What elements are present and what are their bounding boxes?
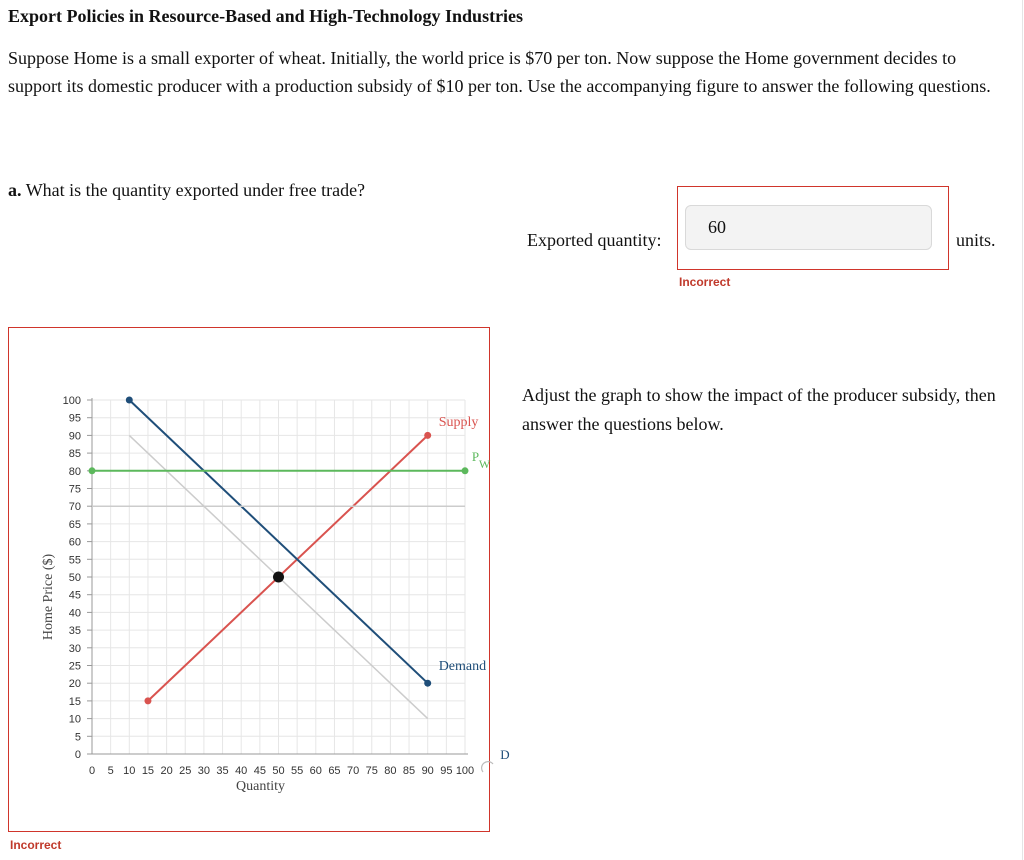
demand-handle[interactable]	[424, 680, 431, 687]
demand-handle[interactable]	[126, 397, 133, 404]
x-tick-label: 90	[421, 765, 434, 777]
y-tick-label: 35	[68, 625, 81, 638]
graph-instruction: Adjust the graph to show the impact of the producer subsidy, then answer the questions below.	[522, 385, 996, 434]
x-tick-label: 75	[365, 765, 378, 777]
question-a-text: What is the quantity exported under free trade?	[25, 180, 366, 200]
question-a-label: a.	[8, 180, 22, 200]
x-tick-label: 60	[309, 765, 322, 777]
x-tick-label: 0	[88, 765, 96, 777]
supply-label: Supply	[438, 414, 479, 430]
world-price-label: P	[471, 449, 480, 465]
x-tick-label: 70	[346, 765, 360, 777]
y-tick-label: 75	[68, 483, 81, 496]
y-tick-label: 15	[68, 695, 81, 708]
supply-handle[interactable]	[144, 697, 151, 704]
y-tick-label: 95	[68, 412, 81, 425]
problem-title: Export Policies in Resource-Based and High-Technology Industries	[8, 6, 524, 26]
demand-label: Demand	[438, 659, 487, 675]
x-tick-label: 55	[291, 765, 304, 777]
curve-handle-icon	[482, 762, 493, 772]
x-tick-label: 20	[160, 765, 173, 777]
x-tick-label: 40	[235, 765, 248, 777]
y-tick-label: 45	[68, 589, 81, 602]
units-label: units.	[956, 230, 996, 250]
world-price-subscript: W	[478, 457, 491, 472]
problem-intro: Suppose Home is a small exporter of wheat. Initially, the world price is $70 per ton. Now suppose the Home government decides to support its domestic producer with a production subsidy of $10 per ton. Use the accompanying figure to answer the following questions.	[8, 48, 991, 96]
x-tick-label: 45	[253, 765, 266, 777]
world-price-handle[interactable]	[89, 467, 96, 474]
x-tick-label: 100	[455, 765, 475, 777]
y-tick-label: 50	[68, 572, 81, 584]
y-tick-label: 90	[68, 430, 81, 443]
x-tick-label: 15	[141, 765, 155, 777]
x-tick-label: 50	[272, 765, 285, 777]
y-tick-label: 0	[74, 749, 81, 761]
y-tick-label: 80	[68, 465, 81, 478]
y-tick-label: 20	[68, 678, 81, 691]
x-axis-title: Quantity	[236, 779, 285, 794]
x-tick-label: 65	[328, 765, 341, 777]
y-tick-label: 65	[68, 518, 81, 531]
y-tick-label: 10	[68, 713, 81, 726]
demand-shift-label: D	[500, 747, 510, 762]
y-axis-title: Home Price ($)	[41, 553, 56, 641]
supply-line	[148, 435, 428, 701]
x-tick-label: 10	[123, 765, 136, 777]
y-tick-label: 30	[68, 642, 81, 655]
x-tick-label: 30	[197, 765, 211, 777]
supply-handle[interactable]	[424, 432, 431, 439]
y-tick-label: 100	[62, 395, 81, 407]
y-tick-label: 5	[74, 731, 81, 744]
x-tick-label: 5	[107, 765, 114, 777]
x-tick-label: 80	[384, 765, 397, 777]
y-tick-label: 40	[68, 607, 81, 620]
equilibrium-point[interactable]	[273, 572, 284, 583]
x-tick-label: 85	[402, 765, 416, 777]
y-tick-label: 70	[68, 501, 81, 514]
graph-feedback: Incorrect	[10, 838, 62, 852]
y-tick-label: 25	[68, 660, 81, 673]
y-tick-label: 85	[68, 448, 81, 461]
scroll-edge	[1022, 0, 1023, 860]
world-price-handle[interactable]	[462, 467, 469, 474]
answer-feedback: Incorrect	[679, 275, 731, 289]
y-tick-label: 60	[68, 536, 81, 549]
x-tick-label: 25	[179, 765, 192, 777]
exported-quantity-label: Exported quantity:	[527, 230, 662, 250]
x-tick-label: 95	[440, 765, 453, 777]
y-tick-label: 55	[68, 554, 81, 567]
x-tick-label: 35	[216, 765, 229, 777]
